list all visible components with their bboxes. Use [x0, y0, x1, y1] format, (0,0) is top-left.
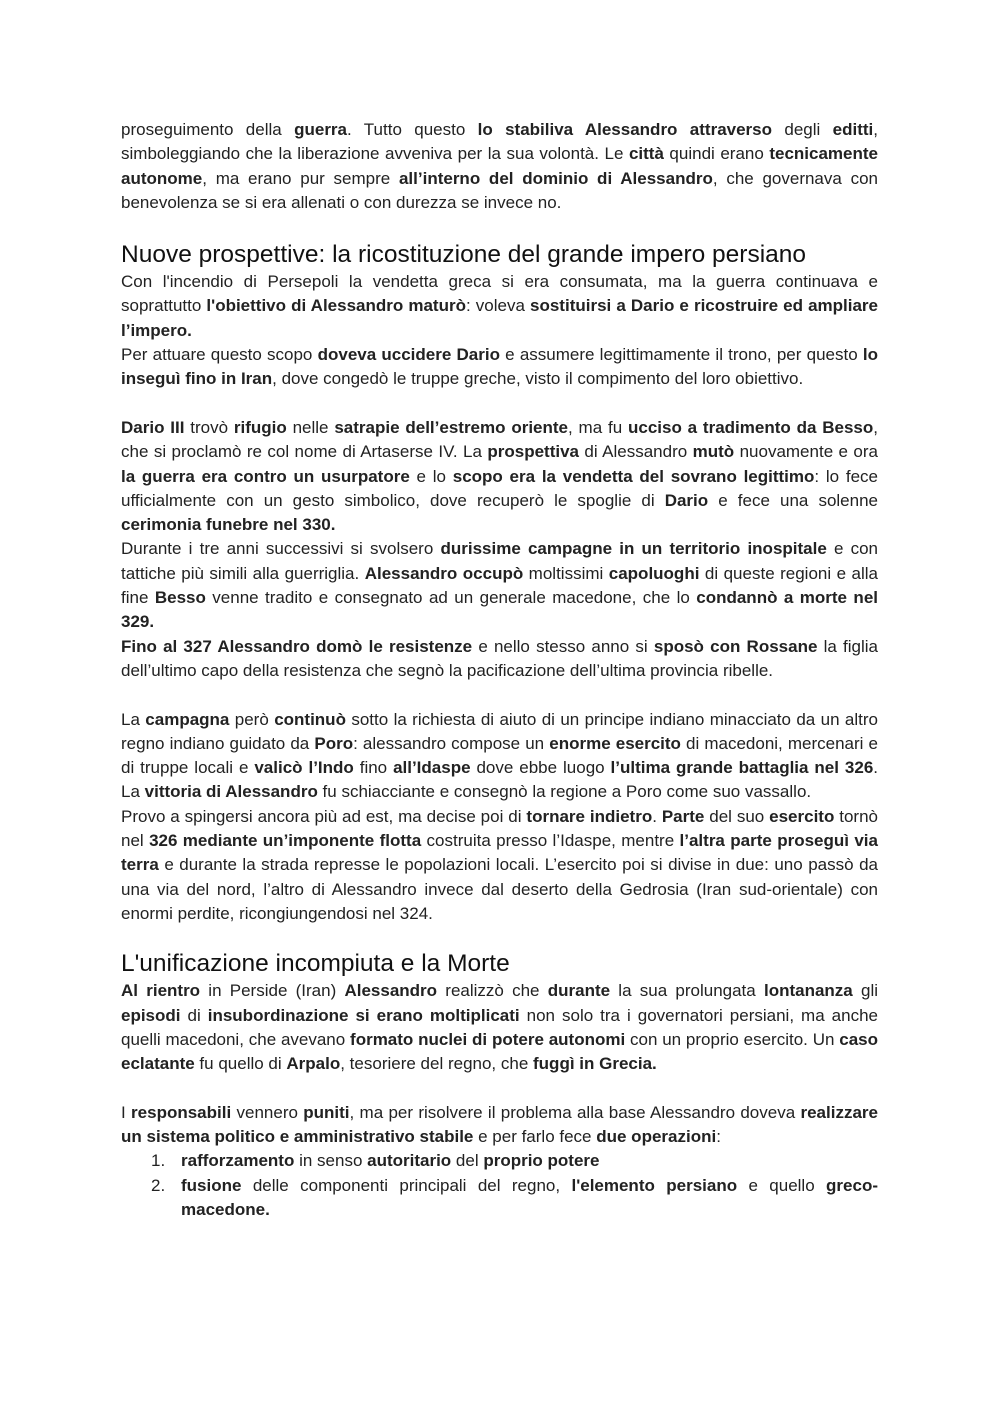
text-run: : lo fece ufficialmente con un gesto simbolico, dove recuperò le spoglie di — [121, 466, 878, 510]
paragraph — [121, 1101, 878, 1150]
text-run: con un proprio esercito. Un — [625, 1029, 840, 1049]
text-run: Con l'incendio di Persepoli la vendetta greca si era consumata, ma la guerra continuava e soprattutto — [121, 272, 878, 316]
list-number: 1. — [151, 1151, 166, 1171]
bold-text: Besso — [154, 588, 206, 608]
paragraph — [121, 537, 878, 634]
bold-text: due operazioni — [596, 1126, 717, 1146]
bold-text: Fino al 327 Alessandro domò le resistenze — [121, 636, 473, 656]
bold-text: satrapie dell’estremo oriente — [334, 417, 569, 437]
bold-text: insubordinazione si erano moltiplicati — [207, 1005, 520, 1025]
bold-text: all’Idaspe — [393, 758, 471, 778]
paragraph — [121, 343, 878, 392]
bold-text: formato nuclei di potere autonomi — [350, 1029, 626, 1049]
spacer — [121, 926, 878, 949]
text-run: dove ebbe luogo — [470, 758, 611, 778]
bold-text: Alessandro occupò — [364, 563, 524, 583]
text-run: . Tutto questo — [347, 120, 478, 139]
text-run: e durante la strada represse le popolazioni locali. L’esercito poi si divise in due: uno passò da una via del nord, l’altro di Alessandro invece dal deserto della Gedrosia (Iran sud-orientale) con enormi perdite, ricongiungendosi nel 324. — [121, 855, 878, 923]
bold-text: città — [628, 144, 664, 164]
text-run: del — [451, 1151, 484, 1171]
paragraph — [121, 270, 878, 343]
text-run: proseguimento della — [121, 120, 295, 139]
text-run: : voleva — [465, 296, 531, 316]
bold-text: cerimonia funebre nel 330. — [121, 515, 336, 535]
section-heading: Nuove prospettive: la ricostituzione del grande impero persiano — [121, 241, 807, 269]
text-run: del suo — [704, 806, 770, 826]
text-run: Per attuare questo scopo — [121, 345, 318, 365]
text-run: fino — [353, 758, 394, 778]
bold-text: mutò — [692, 442, 735, 462]
text-run: : — [716, 1126, 721, 1146]
bold-text: valicò l’Indo — [254, 758, 354, 778]
bold-text: sostituirsi a Dario e ricostruire ed ampliare l’impero. — [121, 296, 878, 340]
bold-text: l’ultima grande battaglia nel 326 — [610, 758, 874, 778]
text-run: e lo — [409, 466, 453, 486]
text-run: in senso — [294, 1151, 368, 1171]
bold-text: ucciso a tradimento da Besso — [627, 417, 874, 437]
bold-text: rafforzamento — [181, 1151, 295, 1171]
text-run: . La — [121, 758, 879, 802]
text-run: , dove congedò le truppe greche, visto il compimento del loro obiettivo. — [272, 369, 804, 389]
bold-text: vittoria di Alessandro — [144, 782, 318, 802]
paragraph — [121, 805, 878, 926]
text-run: non solo tra i governatori persiani, ma anche quelli macedoni, che avevano — [121, 1005, 878, 1049]
bold-text: la guerra era contro un usurpatore — [121, 466, 410, 486]
text-run: , che si proclamò re col nome di Artaserse IV. La — [121, 417, 878, 462]
bold-text: l'elemento persiano — [571, 1175, 738, 1195]
list-item — [121, 1174, 878, 1223]
bold-text: l’altra parte proseguì via terra — [121, 831, 878, 875]
bold-text: greco-macedone. — [181, 1175, 878, 1219]
bold-text: Dario — [664, 490, 709, 510]
list-item-text — [181, 1151, 600, 1170]
document-body — [121, 118, 878, 1222]
bold-text: prospettiva — [487, 442, 579, 462]
bold-text: responsabili — [131, 1102, 232, 1122]
text-run: venne tradito e consegnato ad un generale macedone, che lo — [205, 588, 697, 608]
text-run: la sua prolungata — [610, 981, 764, 1001]
bold-text: Poro — [314, 733, 354, 753]
bold-text: enorme esercito — [549, 733, 681, 753]
list-item — [121, 1149, 878, 1173]
paragraph — [121, 708, 878, 805]
bold-text: editti — [832, 120, 874, 139]
text-run: però — [229, 709, 275, 729]
bold-text: Arpalo — [286, 1054, 341, 1074]
text-run: , ma erano pur sempre — [202, 168, 399, 188]
text-run: , simboleggiando che la liberazione avveniva per la sua volontà. Le — [121, 120, 878, 164]
bold-text: scopo era la vendetta del sovrano legittimo — [452, 466, 815, 486]
text-run: La — [121, 709, 146, 729]
text-run: , ma fu — [568, 417, 628, 437]
bold-text: 326 mediante un’imponente flotta — [149, 831, 422, 851]
text-run: I — [121, 1102, 132, 1122]
text-run: e nello stesso anno si — [472, 636, 654, 656]
text-run: di — [180, 1005, 208, 1025]
text-run: : alessandro compose un — [353, 733, 550, 753]
bold-text: rifugio — [233, 417, 287, 437]
bold-text: tecnicamente autonome — [121, 144, 878, 188]
text-run: quindi erano — [663, 144, 770, 164]
paragraph — [121, 416, 878, 537]
bold-text: caso eclatante — [121, 1029, 878, 1074]
bold-text: doveva uccidere Dario — [317, 345, 500, 365]
bold-text: condannò a morte nel 329. — [121, 588, 878, 632]
bold-text: episodi — [121, 1005, 181, 1025]
text-run: , tesoriere del regno, che — [340, 1054, 534, 1074]
text-run: fu schiacciante e consegnò la regione a Poro come suo vassallo. — [317, 782, 812, 802]
bold-text: guerra — [294, 120, 348, 139]
bold-text: sposò con Rossane — [653, 636, 818, 656]
text-run: moltissimi — [523, 563, 609, 583]
text-run: trovò — [184, 417, 234, 437]
section-heading: L'unificazione incompiuta e la Morte — [121, 950, 510, 978]
spacer — [121, 683, 878, 707]
text-run: e quello — [737, 1175, 827, 1195]
bold-text: fusione — [181, 1175, 242, 1195]
text-run: e fece una solenne — [708, 490, 878, 510]
text-run: e con tattiche più simili alla guerriglia. — [121, 539, 879, 583]
bold-text: tornare indietro — [526, 806, 653, 826]
bold-text: Alessandro — [344, 981, 438, 1001]
bold-text: proprio potere — [483, 1151, 600, 1171]
text-run: sotto la richiesta di aiuto di un principe indiano minacciato da un altro regno indiano guidato da — [121, 709, 879, 753]
bold-text: fuggì in Grecia. — [533, 1054, 657, 1074]
bold-text: lo stabiliva Alessandro attraverso — [477, 120, 773, 139]
text-run: di queste regioni e alla fine — [121, 563, 878, 608]
text-run: . — [652, 806, 662, 826]
text-run: , che governava con benevolenza se si era allenati o con durezza se invece no. — [121, 168, 878, 212]
text-run: delle componenti principali del regno, — [241, 1175, 572, 1195]
bold-text: capoluoghi — [608, 563, 700, 583]
bold-text: Parte — [661, 806, 705, 826]
bold-text: realizzare un sistema politico e amministrativo stabile — [121, 1102, 878, 1146]
text-run: Durante i tre anni successivi si svolsero — [121, 539, 441, 559]
text-run: di macedoni, mercenari e di truppe locali e — [121, 733, 878, 778]
numbered-list — [121, 1149, 878, 1222]
text-run: e assumere legittimamente il trono, per questo — [499, 345, 863, 365]
bold-text: puniti — [303, 1102, 350, 1122]
text-run: tornò nel — [121, 806, 878, 851]
bold-text: campagna — [145, 709, 230, 729]
bold-text: durante — [547, 981, 611, 1001]
bold-text: all’interno del dominio di Alessandro — [398, 168, 713, 188]
text-run: in Perside (Iran) — [200, 981, 345, 1001]
paragraph — [121, 979, 878, 1076]
bold-text: esercito — [769, 806, 835, 826]
text-run: degli — [772, 120, 833, 139]
bold-text: lo inseguì fino in Iran — [121, 345, 878, 389]
paragraph — [121, 635, 878, 684]
text-run: Provo a spingersi ancora più ad est, ma decise poi di — [121, 806, 527, 826]
bold-text: Dario III — [121, 417, 185, 437]
spacer — [121, 392, 878, 416]
bold-text: l'obiettivo di Alessandro maturò — [206, 296, 466, 316]
spacer — [121, 1076, 878, 1100]
text-run: costruita presso l’Idaspe, mentre — [421, 831, 680, 851]
spacer — [121, 215, 878, 240]
bold-text: lontananza — [763, 981, 853, 1001]
text-run: vennero — [231, 1102, 304, 1122]
list-item-text — [181, 1176, 878, 1219]
text-run: nelle — [286, 417, 335, 437]
text-run: gli — [852, 981, 878, 1001]
text-run: fu quello di — [194, 1054, 287, 1074]
text-run: nuovamente e ora — [734, 442, 879, 462]
text-run: la figlia dell’ultimo capo della resistenza che segnò la pacificazione dell’ultima provincia ribelle. — [121, 636, 878, 680]
list-number: 2. — [151, 1175, 166, 1195]
paragraph — [121, 118, 878, 215]
text-run: di Alessandro — [579, 442, 693, 462]
text-run: e per farlo fece — [473, 1126, 597, 1146]
bold-text: Al rientro — [121, 981, 201, 1001]
text-run: , ma per risolvere il problema alla base Alessandro doveva — [349, 1102, 801, 1122]
bold-text: continuò — [274, 709, 346, 729]
text-run: realizzò che — [437, 981, 548, 1001]
bold-text: durissime campagne in un territorio inospitale — [440, 539, 827, 559]
bold-text: autoritario — [367, 1151, 452, 1171]
